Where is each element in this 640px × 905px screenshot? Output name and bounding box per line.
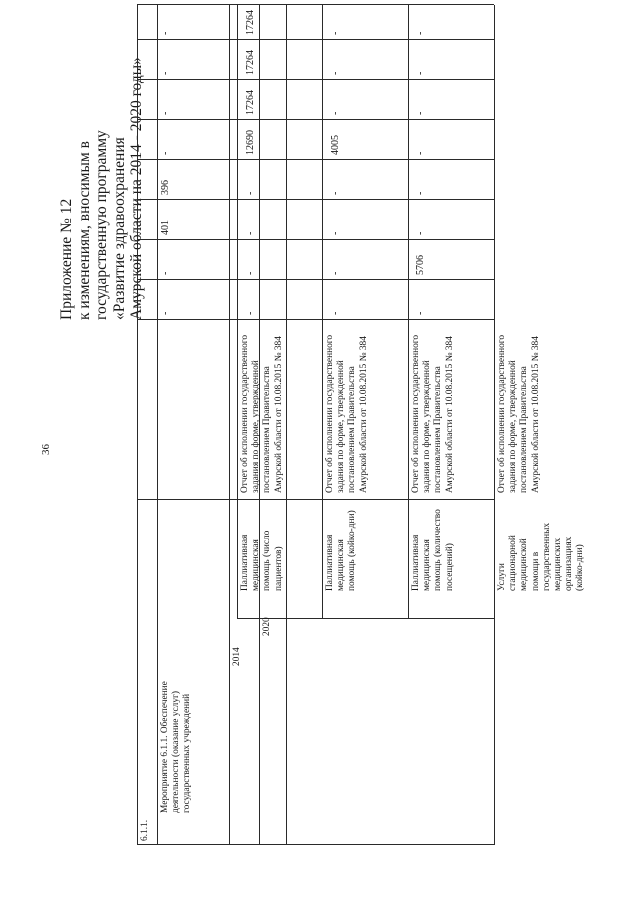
row-4-indicator: Услуги стационарной медицинской помощи в государственных медицинских организациях (койко-дни) <box>497 522 586 591</box>
value-col-4-border <box>137 159 494 160</box>
r3-v1: - <box>330 311 341 315</box>
row-4-source: Отчет об исполнении государственного задания по форме, утвержденной постановлением Правительства Амурской области от 10.08.2015 № 384 <box>497 334 541 493</box>
r1-v2: - <box>160 271 171 275</box>
value-col-5-border <box>137 119 494 120</box>
value-col-1-border <box>137 279 494 280</box>
r3-v6: - <box>330 111 341 115</box>
appendix-header <box>58 0 146 320</box>
r2-v4: - <box>245 191 256 195</box>
r2-v3: - <box>245 231 256 235</box>
r1-v5: - <box>160 151 171 155</box>
year-start: 2014 <box>232 647 242 666</box>
r4-v2: 5706 <box>415 255 426 275</box>
r2-v6: 17264 <box>245 90 256 115</box>
row-2-indicator: Паллиативная медицинская помощь (койко-дни) <box>325 510 358 591</box>
row-3-indicator: Паллиативная медицинская помощь (количество посещений) <box>411 509 455 591</box>
page-number: 36 <box>40 444 52 455</box>
r3-v3: - <box>330 231 341 235</box>
row-2-source: Отчет об исполнении государственного задания по форме, утвержденной постановлением Правительства Амурской области от 10.08.2015 № 384 <box>325 334 369 493</box>
r1-v8: - <box>160 31 171 35</box>
r2-v8: 17264 <box>245 10 256 35</box>
table-right-border <box>137 4 494 5</box>
row-1-source: Отчет об исполнении государственного задания по форме, утвержденной постановлением Правительства Амурской области от 10.08.2015 № 384 <box>240 334 284 493</box>
r4-v3: - <box>415 231 426 235</box>
r2-v1: - <box>245 311 256 315</box>
header-line-5: Амурской области на 2014 - 2020 годы» <box>128 57 145 320</box>
value-col-7-border <box>137 39 494 40</box>
r1-v6: - <box>160 111 171 115</box>
r3-v4: - <box>330 191 341 195</box>
table-left-border <box>137 844 494 845</box>
value-col-2-border <box>137 239 494 240</box>
r4-v4: - <box>415 191 426 195</box>
r4-v8: - <box>415 31 426 35</box>
r1-v4: 396 <box>160 180 171 195</box>
row-number: 6.1.1. <box>140 819 150 841</box>
r4-v6: - <box>415 111 426 115</box>
header-line-1: Приложение № 12 <box>58 198 75 320</box>
r1-v7: - <box>160 71 171 75</box>
r4-v7: - <box>415 71 426 75</box>
r1-v1: - <box>160 311 171 315</box>
table-top-border <box>137 5 138 845</box>
year-end: 2020 <box>262 617 272 636</box>
r4-v5: - <box>415 151 426 155</box>
measure-name: Мероприятие 6.1.1. Обеспечение деятельности (оказание услуг) государственных учреждений <box>160 681 193 813</box>
r2-v5: 12690 <box>245 130 256 155</box>
header-line-2: к изменениям, вносимым в <box>75 141 93 320</box>
row-1-indicator: Паллиативная медицинская помощь (число пациентов) <box>240 530 284 591</box>
r1-v3: 401 <box>160 220 171 235</box>
header-line-4: «Развитие здравоохранения <box>110 137 128 320</box>
r3-v2: - <box>330 271 341 275</box>
name-divider <box>229 5 230 845</box>
r2-v2: - <box>245 271 256 275</box>
row-3-source: Отчет об исполнении государственного задания по форме, утвержденной постановлением Правительства Амурской области от 10.08.2015 № 384 <box>411 334 455 493</box>
r3-v7: - <box>330 71 341 75</box>
value-col-3-border <box>137 199 494 200</box>
header-line-3: государственную программу <box>93 130 110 320</box>
value-col-6-border <box>137 79 494 80</box>
r4-v1: - <box>415 311 426 315</box>
source-right-border <box>137 319 494 320</box>
indicator-right-border <box>137 499 494 500</box>
r3-v5: 4005 <box>330 135 341 155</box>
r3-v8: - <box>330 31 341 35</box>
r2-v7: 17264 <box>245 50 256 75</box>
